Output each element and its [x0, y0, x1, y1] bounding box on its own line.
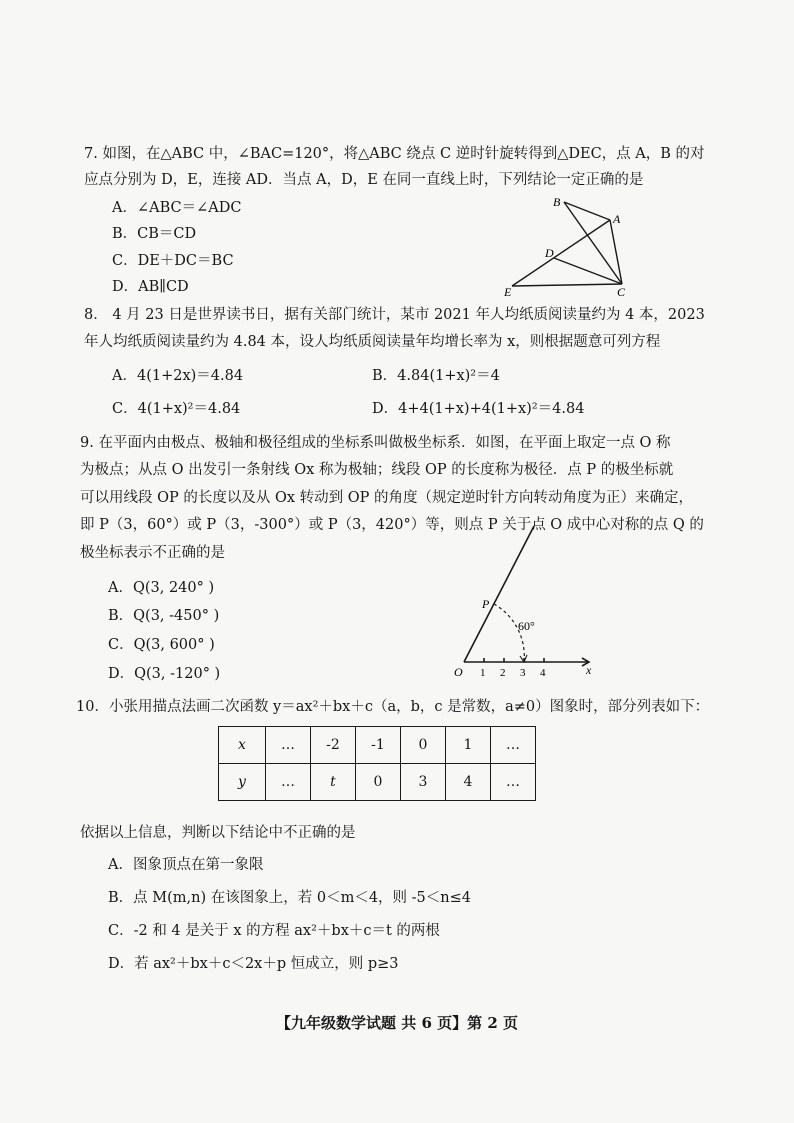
table-cell: …	[491, 727, 536, 764]
label-P: P	[482, 597, 490, 611]
q7-option-b: B．CB＝CD	[112, 226, 197, 242]
table-cell: y	[219, 764, 266, 801]
table-cell: 0	[356, 764, 401, 801]
label-O: O	[454, 665, 463, 679]
q9-stem-line2: 为极点；从点 O 出发引一条射线 Ox 称为极轴；线段 OP 的长度称为极径．点 P 的极坐标就	[80, 462, 674, 478]
q10-option-c: C．-2 和 4 是关于 x 的方程 ax²＋bx＋c＝t 的两根	[108, 923, 440, 939]
q10-stem: 10．小张用描点法画二次函数 y＝ax²＋bx＋c（a，b，c 是常数，a≠0）图象时，部分列表如下：	[76, 699, 710, 715]
label-x: x	[586, 663, 592, 677]
table-cell: -2	[311, 727, 356, 764]
q7-triangle-figure	[498, 192, 638, 302]
q9-stem-line3: 可以用线段 OP 的长度以及从 Ox 转动到 OP 的角度（规定逆时针方向转动角度为正）来确定，	[80, 490, 694, 506]
tick-label-3: 3	[520, 667, 526, 679]
tick-label-2: 2	[500, 667, 506, 679]
label-D: D	[545, 246, 554, 260]
q8-option-d: D．4+4(1+x)+4(1+x)²＝4.84	[372, 401, 585, 417]
q10-lead: 依据以上信息，判断以下结论中不正确的是	[80, 825, 356, 841]
q8-stem-line1: 8． 4 月 23 日是世界读书日，据有关部门统计，某市 2021 年人均纸质阅读量约为 4 本，2023	[84, 307, 705, 323]
q9-option-b: B．Q(3, -450° )	[108, 608, 220, 624]
q9-option-c: C．Q(3, 600° )	[108, 637, 215, 653]
table-cell: x	[219, 727, 266, 764]
q7-option-a: A．∠ABC＝∠ADC	[112, 200, 242, 216]
page-footer: 【九年级数学试题 共 6 页】第 2 页	[276, 1014, 518, 1032]
table-cell: …	[491, 764, 536, 801]
label-C: C	[617, 285, 626, 299]
table-cell: …	[266, 764, 311, 801]
table-cell: …	[266, 727, 311, 764]
table-cell: 1	[446, 727, 491, 764]
table-cell: -1	[356, 727, 401, 764]
q9-polar-figure	[448, 518, 608, 680]
q7-option-d: D．AB∥CD	[112, 279, 189, 295]
q8-option-a: A．4(1+2x)＝4.84	[112, 368, 244, 384]
table-cell: 0	[401, 727, 446, 764]
table-row-x	[219, 727, 536, 764]
tick-label-1: 1	[480, 667, 486, 679]
q10-value-table	[218, 726, 536, 801]
q7-option-c: C．DE＋DC＝BC	[112, 253, 234, 269]
q10-option-b: B．点 M(m,n) 在该图象上，若 0＜m＜4，则 -5＜n≤4	[108, 890, 471, 906]
label-B: B	[553, 195, 561, 209]
angle-arc-dashed	[494, 604, 524, 662]
table-cell: 4	[446, 764, 491, 801]
label-E: E	[504, 285, 512, 299]
q9-stem-line5: 极坐标表示不正确的是	[80, 545, 225, 561]
q10-option-d: D．若 ax²＋bx＋c＜2x＋p 恒成立，则 p≥3	[108, 956, 399, 972]
q9-stem-line4: 即 P（3，60°）或 P（3，-300°）或 P（3，420°）等，则点 P 关于点 O 成中心对称的点 Q 的	[80, 517, 704, 533]
q8-option-c: C．4(1+x)²＝4.84	[112, 401, 241, 417]
tick-label-4: 4	[540, 667, 546, 679]
q8-stem-line2: 年人均纸质阅读量约为 4.84 本，设人均纸质阅读量年均增长率为 x，则根据题意可列方程	[84, 334, 661, 350]
table-row-y	[219, 764, 536, 801]
angle-label: 60°	[518, 619, 535, 633]
q10-option-a: A．图象顶点在第一象限	[108, 857, 264, 873]
segment-AE	[512, 220, 610, 286]
segment-EC	[512, 284, 622, 286]
table-cell: t	[311, 764, 356, 801]
q9-stem-line1: 9. 在平面内由极点、极轴和极径组成的坐标系叫做极坐标系．如图，在平面上取定一点 O 称	[80, 435, 671, 451]
q7-stem-line2: 应点分别为 D，E，连接 AD．当点 A，D，E 在同一直线上时，下列结论一定正确的是	[84, 172, 644, 188]
q8-option-b: B．4.84(1+x)²＝4	[372, 368, 500, 384]
q9-option-d: D．Q(3, -120° )	[108, 666, 221, 682]
q7-stem-line1: 7. 如图，在△ABC 中，∠BAC=120°，将△ABC 绕点 C 逆时针旋转得到△DEC，点 A，B 的对	[84, 146, 705, 162]
ray-OP	[464, 526, 534, 662]
label-A: A	[613, 212, 621, 226]
table-cell: 3	[401, 764, 446, 801]
segment-DC	[554, 258, 622, 284]
q9-option-a: A．Q(3, 240° )	[108, 580, 215, 596]
